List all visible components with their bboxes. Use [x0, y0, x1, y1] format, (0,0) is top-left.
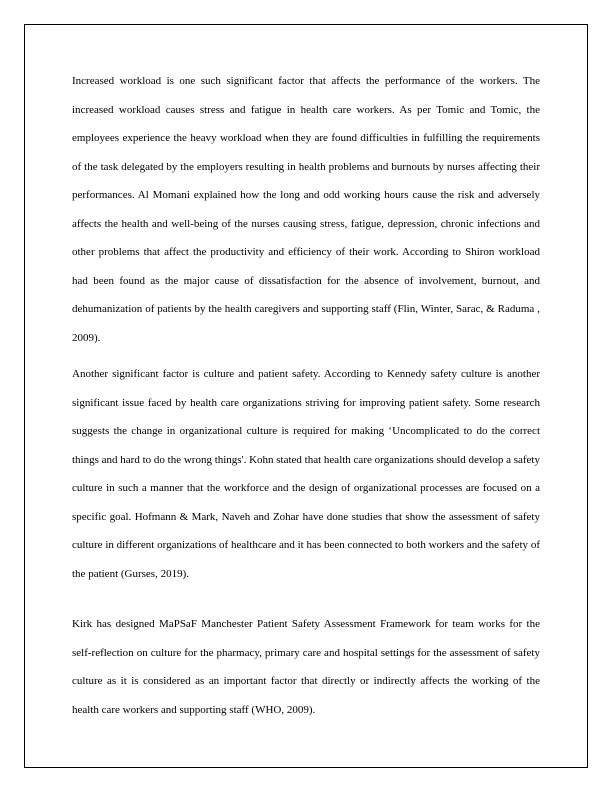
document-body: [72, 67, 540, 724]
paragraph-culture: Another significant factor is culture and patient safety. According to Kennedy safety culture is another significant issue faced by health care organizations striving for improving patient safety. Some research suggests the change in organizational culture is required for making ‘Uncomplicated to do the correct things and hard to do the wrong things'. Kohn stated that health care organizations should develop a safety culture in such a manner that the workforce and the design of organizational processes are focused on a specific goal. Hofmann & Mark, Naveh and Zohar have done studies that show the assessment of safety culture in different organizations of healthcare and it has been connected to both workers and the safety of the patient (Gurses, 2019).: [72, 368, 540, 580]
paragraph-mapsaf: Kirk has designed MaPSaF Manchester Patient Safety Assessment Framework for team works for the self-reflection on culture for the pharmacy, primary care and hospital settings for the assessment of safety culture as it is considered as an important factor that directly or indirectly affects the working of the health care workers and supporting staff (WHO, 2009).: [72, 618, 540, 716]
paragraph-workload: Increased workload is one such significant factor that affects the performance of the workers. The increased workload causes stress and fatigue in health care workers. As per Tomic and Tomic, the employees experience the heavy workload when they are found difficulties in fulfilling the requirements of the task delegated by the employers resulting in health problems and burnouts by nurses affecting their performances. Al Momani explained how the long and odd working hours cause the risk and adversely affects the health and well-being of the nurses causing stress, fatigue, depression, chronic infections and other problems that affect the productivity and efficiency of their work. According to Shiron workload had been found as the major cause of dissatisfaction for the absence of involvement, burnout, and dehumanization of patients by the health caregivers and supporting staff (Flin, Winter, Sarac, & Raduma , 2009).: [72, 75, 540, 344]
